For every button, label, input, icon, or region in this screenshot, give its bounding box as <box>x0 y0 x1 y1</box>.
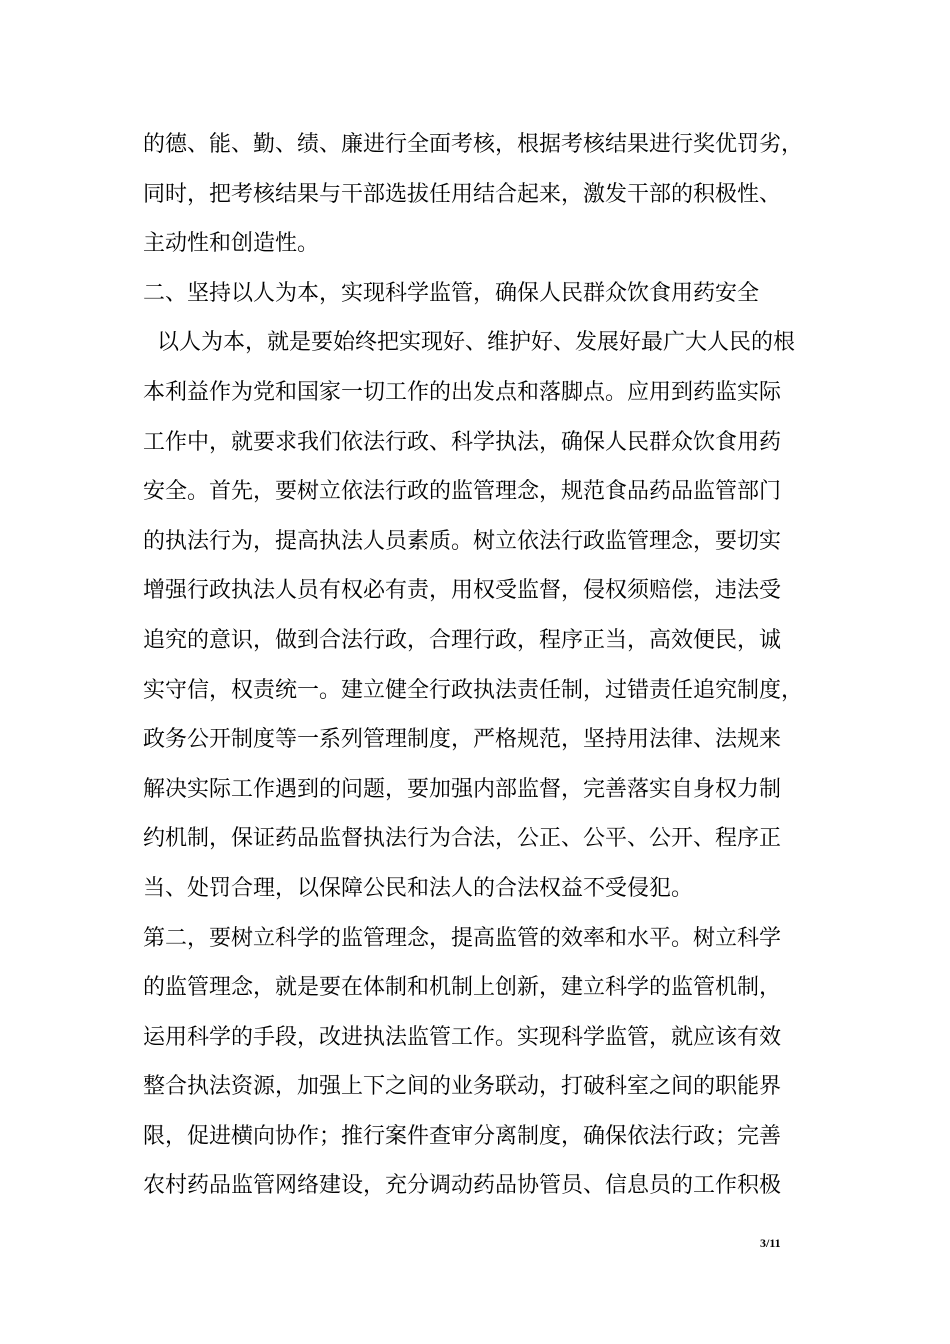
text-line: 同时，把考核结果与干部选拔任用结合起来，激发干部的积极性、 <box>143 181 782 207</box>
text-line: 政务公开制度等一系列管理制度，严格规范，坚持用法律、法规来 <box>143 727 782 753</box>
text-line: 当、处罚合理，以保障公民和法人的合法权益不受侵犯。 <box>143 875 694 901</box>
text-line: 的监管理念，就是要在体制和机制上创新，建立科学的监管机制， <box>143 975 782 1001</box>
text-line: 实守信，权责统一。建立健全行政执法责任制，过错责任追究制度， <box>143 677 804 703</box>
text-line: 的执法行为，提高执法人员素质。树立依法行政监管理念，要切实 <box>143 528 782 554</box>
text-line: 约机制，保证药品监督执法行为合法，公正、公平、公开、程序正 <box>143 826 782 852</box>
text-line: 的德、能、勤、绩、廉进行全面考核，根据考核结果进行奖优罚劣， <box>143 132 804 157</box>
text-line: 第二，要树立科学的监管理念，提高监管的效率和水平。树立科学 <box>143 925 782 951</box>
text-line: 解决实际工作遇到的问题，要加强内部监督，完善落实自身权力制 <box>143 776 782 802</box>
body-text <box>143 120 843 1211</box>
text-line: 安全。首先，要树立依法行政的监管理念，规范食品药品监管部门 <box>143 479 782 505</box>
text-line: 本利益作为党和国家一切工作的出发点和落脚点。应用到药监实际 <box>143 379 782 405</box>
text-line: 增强行政执法人员有权必有责，用权受监督，侵权须赔偿，违法受 <box>143 578 782 604</box>
section-heading: 二、坚持以人为本，实现科学监管，确保人民群众饮食用药安全 <box>143 280 760 306</box>
page-number: 3/11 <box>760 1236 781 1250</box>
text-line: 工作中，就要求我们依法行政、科学执法，确保人民群众饮食用药 <box>143 429 782 455</box>
text-line: 农村药品监管网络建设，充分调动药品协管员、信息员的工作积极 <box>143 1173 782 1199</box>
text-line: 限，促进横向协作；推行案件查审分离制度，确保依法行政；完善 <box>143 1123 782 1149</box>
text-line: 运用科学的手段，改进执法监管工作。实现科学监管，就应该有效 <box>143 1024 782 1050</box>
text-line: 主动性和创造性。 <box>143 231 320 257</box>
text-line: 以人为本，就是要始终把实现好、维护好、发展好最广大人民的根 <box>143 330 795 356</box>
text-line: 整合执法资源，加强上下之间的业务联动，打破科室之间的职能界 <box>143 1074 782 1100</box>
text-line: 追究的意识，做到合法行政，合理行政，程序正当，高效便民，诚 <box>143 627 782 653</box>
